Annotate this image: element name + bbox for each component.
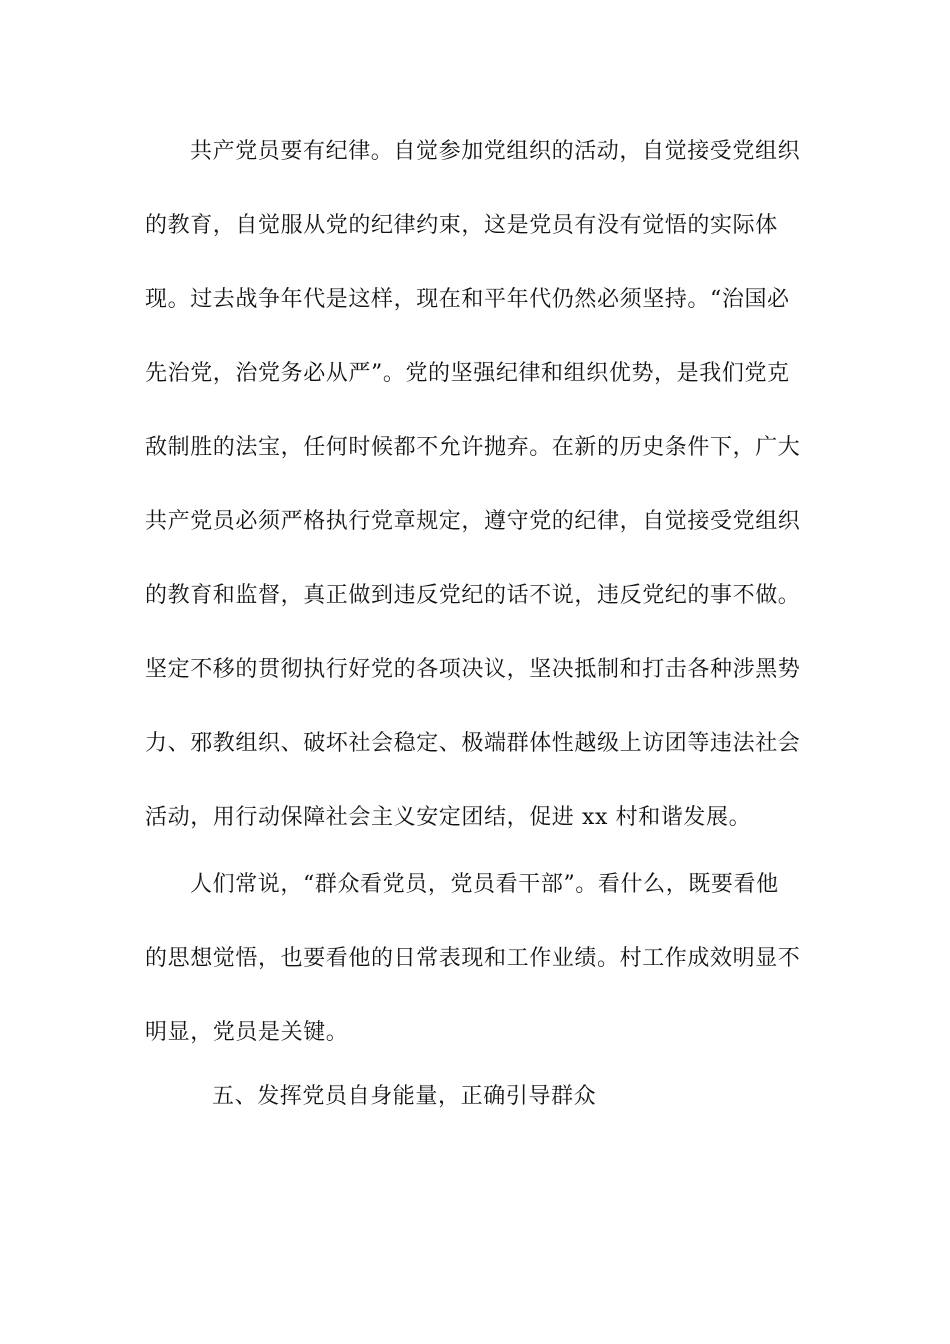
paragraph-2-line-1: 人们常说，“群众看党员，党员看干部”。看什么，既要看他: [190, 872, 779, 897]
paragraph-1-line-6: 共产党员必须严格执行党章规定，遵守党的纪律，自觉接受党组织: [145, 509, 801, 534]
paragraph-1-line-3: 现。过去战争年代是这样，现在和平年代仍然必须坚持。“治国必: [145, 287, 790, 312]
paragraph-1-line-9: 力、邪教组织、破坏社会稳定、极端群体性越级上访团等违法社会: [145, 731, 801, 756]
paragraph-2-line-3: 明显，党员是关键。: [145, 1020, 349, 1045]
paragraph-1-line-5: 敌制胜的法宝，任何时候都不允许抛弃。在新的历史条件下，广大: [145, 435, 801, 460]
paragraph-1-line-1: 共产党员要有纪律。自觉参加党组织的活动，自觉接受党组织: [190, 139, 801, 164]
paragraph-1-line-2: 的教育，自觉服从党的纪律约束，这是党员有没有觉悟的实际体: [145, 213, 778, 238]
paragraph-1-line-10: 活动，用行动保障社会主义安定团结，促进 xx 村和谐发展。: [145, 805, 752, 830]
section-heading: 五、发挥党员自身能量，正确引导群众: [212, 1084, 597, 1109]
paragraph-2-line-2: 的思想觉悟，也要看他的日常表现和工作业绩。村工作成效明显不: [145, 946, 801, 971]
paragraph-1-line-8: 坚定不移的贯彻执行好党的各项决议，坚决抵制和打击各种涉黑势: [145, 657, 801, 682]
paragraph-1-line-7: 的教育和监督，真正做到违反党纪的话不说，违反党纪的事不做。: [145, 583, 801, 608]
paragraph-1-line-4: 先治党，治党务必从严”。党的坚强纪律和组织优势，是我们党克: [145, 361, 790, 386]
